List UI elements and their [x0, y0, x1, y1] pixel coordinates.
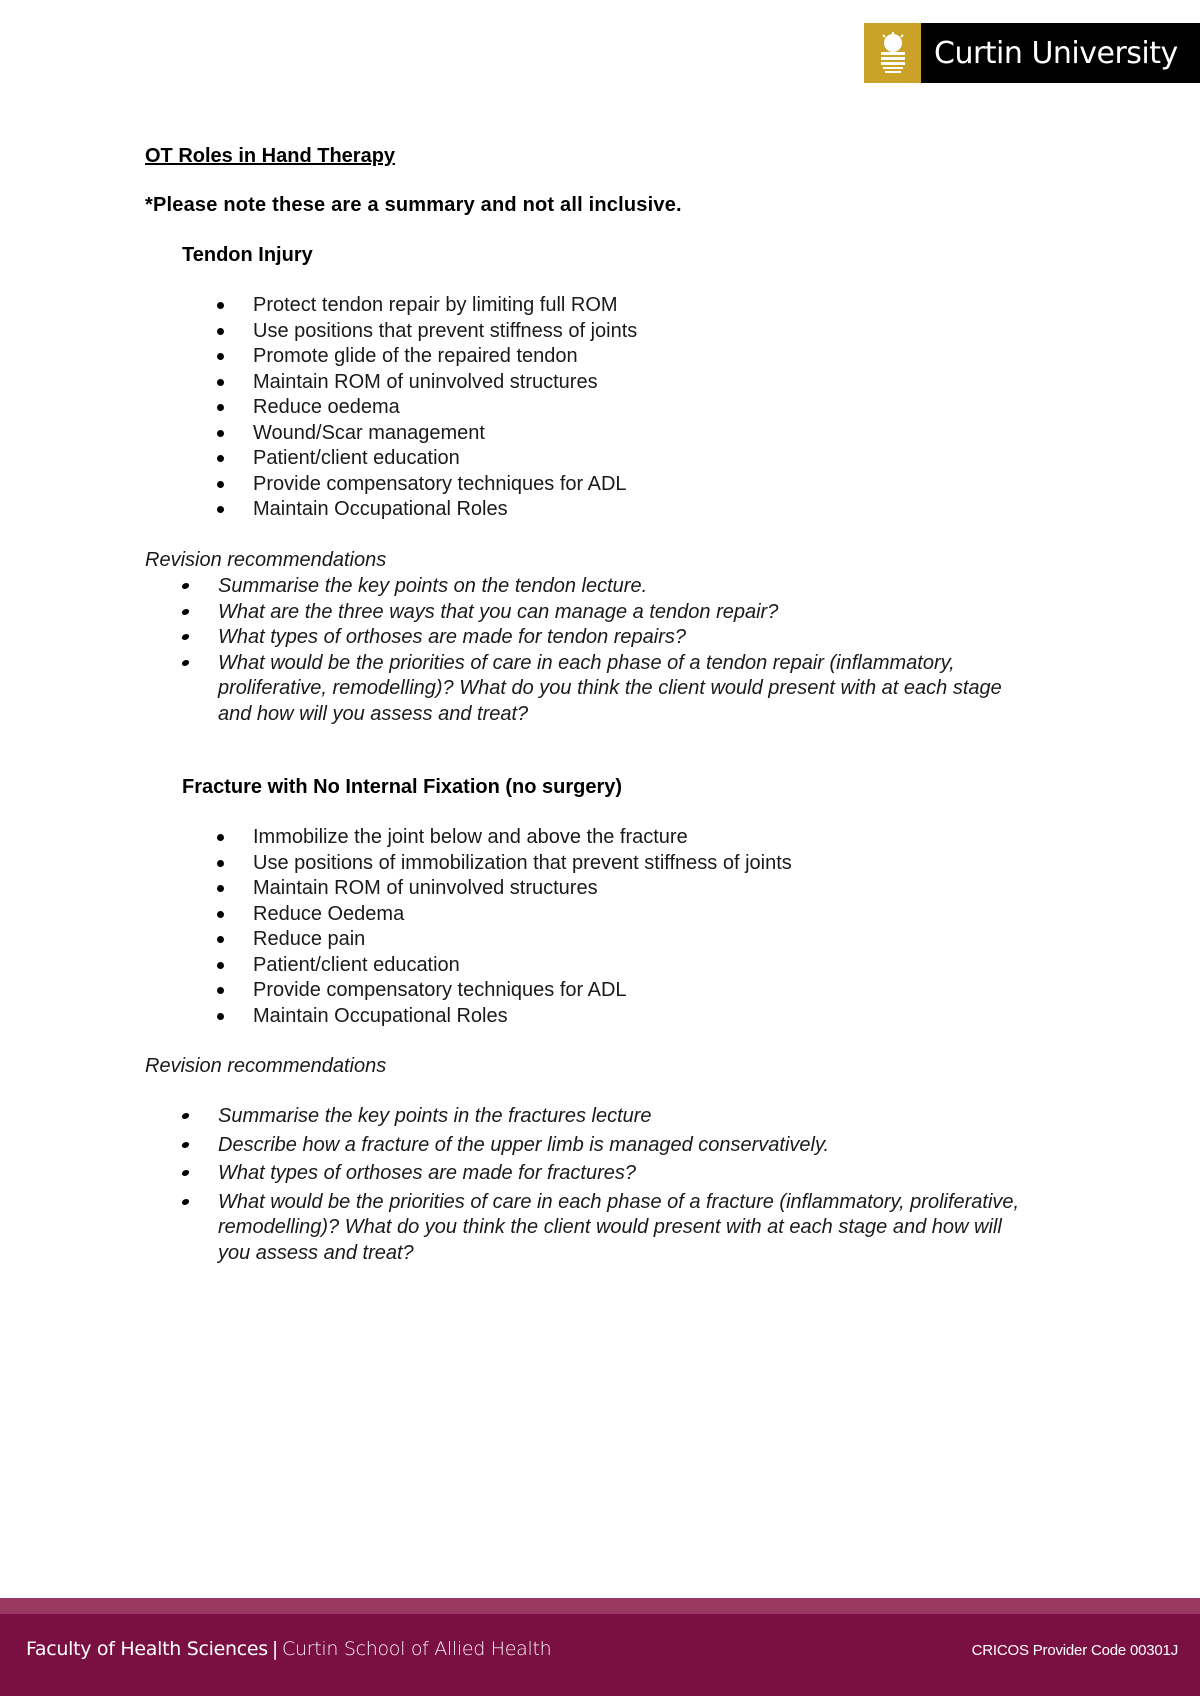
bullet-icon [217, 885, 224, 892]
curtin-logo [864, 23, 1200, 83]
bullet-icon [181, 634, 190, 640]
list-item: What would be the priorities of care in each phase of a fracture (inflammatory, proliferative, remodelling)? What do you think the client would present with at each stage and how will you assess and treat? [0, 1190, 1038, 1267]
page-title: OT Roles in Hand Therapy [145, 145, 396, 167]
bullet-icon [181, 1113, 190, 1119]
list-item: Describe how a fracture of the upper limb is managed conservatively. [0, 1133, 1038, 1159]
bullet-icon [217, 379, 224, 386]
bullet-icon [217, 328, 224, 335]
list-item: Summarise the key points on the tendon lecture. [0, 574, 1038, 600]
bullet-icon [181, 660, 190, 666]
footer-cricos: CRICOS Provider Code 00301J [971, 1642, 1178, 1659]
bullet-icon [217, 430, 224, 437]
bullet-icon [181, 583, 190, 589]
fracture-revision-list [0, 1104, 1038, 1266]
fracture-roles-list [0, 825, 792, 1029]
bullet-icon [217, 1013, 224, 1020]
list-item: What would be the priorities of care in each phase of a tendon repair (inflammatory, proliferative, remodelling)? What do you think the client would present with at each stage and how will you assess and treat? [0, 651, 1038, 728]
bullet-icon [181, 1170, 190, 1176]
bullet-icon [217, 302, 224, 309]
page-footer [0, 1614, 1200, 1696]
list-item: Maintain ROM of uninvolved structures [0, 876, 792, 902]
bullet-icon [217, 506, 224, 513]
footer-school: Curtin School of Allied Health [281, 1638, 552, 1660]
list-item: Patient/client education [0, 446, 637, 472]
tendon-revision-list [0, 574, 1038, 727]
list-item: Reduce oedema [0, 395, 637, 421]
bullet-icon [217, 936, 224, 943]
footer-stripe [0, 1598, 1200, 1614]
footer-faculty: Faculty of Health Sciences [26, 1638, 268, 1660]
bullet-icon [217, 404, 224, 411]
bullet-icon [217, 834, 224, 841]
bullet-icon [217, 455, 224, 462]
footer-faculty-line [26, 1638, 551, 1660]
bullet-icon [217, 353, 224, 360]
revision-label-tendon: Revision recommendations [145, 549, 387, 571]
list-item: Maintain ROM of uninvolved structures [0, 370, 637, 396]
list-item: Promote glide of the repaired tendon [0, 344, 637, 370]
list-item: Patient/client education [0, 953, 792, 979]
list-item: Immobilize the joint below and above the fracture [0, 825, 792, 851]
bullet-icon [217, 860, 224, 867]
list-item: What types of orthoses are made for fractures? [0, 1161, 1038, 1187]
list-item: Provide compensatory techniques for ADL [0, 472, 637, 498]
curtin-crest-icon [864, 23, 921, 83]
tendon-roles-list [0, 293, 637, 523]
logo-wordmark: Curtin University [921, 23, 1200, 83]
summary-note: *Please note these are a summary and not all inclusive. [145, 194, 682, 216]
list-item: Reduce Oedema [0, 902, 792, 928]
list-item: Maintain Occupational Roles [0, 497, 637, 523]
list-item: Reduce pain [0, 927, 792, 953]
list-item: Protect tendon repair by limiting full ROM [0, 293, 637, 319]
list-item: Summarise the key points in the fractures lecture [0, 1104, 1038, 1130]
section-heading-fracture: Fracture with No Internal Fixation (no surgery) [182, 776, 623, 798]
footer-separator: | [271, 1638, 278, 1660]
bullet-icon [217, 481, 224, 488]
list-item: Wound/Scar management [0, 421, 637, 447]
bullet-icon [181, 1142, 190, 1148]
list-item: What types of orthoses are made for tendon repairs? [0, 625, 1038, 651]
list-item: Use positions that prevent stiffness of joints [0, 319, 637, 345]
revision-label-fracture: Revision recommendations [145, 1055, 387, 1077]
bullet-icon [181, 1199, 190, 1205]
list-item: Provide compensatory techniques for ADL [0, 978, 792, 1004]
bullet-icon [181, 609, 190, 615]
bullet-icon [217, 911, 224, 918]
section-heading-tendon: Tendon Injury [182, 244, 313, 266]
list-item: Use positions of immobilization that prevent stiffness of joints [0, 851, 792, 877]
list-item: What are the three ways that you can manage a tendon repair? [0, 600, 1038, 626]
bullet-icon [217, 987, 224, 994]
list-item: Maintain Occupational Roles [0, 1004, 792, 1030]
bullet-icon [217, 962, 224, 969]
